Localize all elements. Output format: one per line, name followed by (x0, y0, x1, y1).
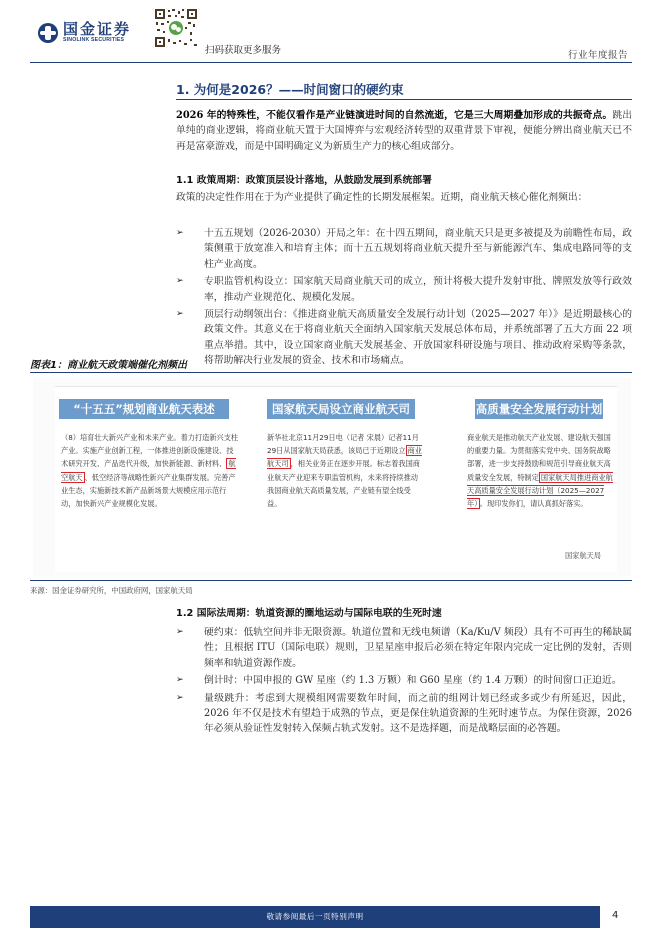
list-item (176, 274, 632, 305)
subsection-1-1-title: 1.1 政策周期：政策顶层设计落地，从鼓励发展到系统部署 (176, 175, 432, 186)
bullet-arrow-icon: ➢ (176, 228, 184, 238)
sinolink-logo-icon (38, 23, 58, 43)
bullet-arrow-icon: ➢ (176, 627, 184, 637)
intro-bold-lead: 2026 年的特殊性，不能仅看作是产业链演进时间的自然流逝，它是三大周期叠加形成的共振奇点。 (176, 110, 613, 121)
list-item (176, 226, 632, 272)
qr-caption: 扫码获取更多服务 (205, 45, 282, 56)
report-type-label: 行业年度报告 (567, 50, 628, 61)
panel-heading: 高质量安全发展行动计划 (475, 399, 603, 419)
figure-panel-department (239, 387, 422, 573)
bullet-text: 量级跳升：考虑到大规模组网需要数年时间，而之前的组网计划已经或多或少有所延迟，因此，2026 年不仅是技术有望趋于成熟的节点，更是保住轨道资源的生死时速节点。为保住资源，2026 年必须从验证性发射转入保频占轨式发射。这不是选择题，而是战略层面的必答题。 (204, 692, 632, 735)
intro-paragraph (176, 108, 632, 154)
intro-body: 跳出单纯的商业逻辑，将商业航天置于大国博弈与宏观经济转型的双重背景下审视，便能分辨出商业航天已不再是富豪游戏，而是中国明确定义为新质生产力的核心组成部分。 (176, 110, 633, 152)
orbit-bullet-list (176, 625, 632, 739)
bullet-text: 硬约束：低轨空间并非无限资源。轨道位置和无线电频谱（Ka/Ku/V 频段）具有不可再生的稀缺属性；且根据 ITU（国际电联）规则，卫星星座申报后必须在特定年限内完成一定比例的发射，否则频率和轨道资源作废。 (204, 627, 632, 669)
section-title: 1. 为何是2026？——时间窗口的硬约束 (176, 82, 404, 97)
bullet-arrow-icon: ➢ (176, 692, 184, 703)
policy-bullet-list (176, 226, 632, 371)
figure-panel-action-plan (423, 387, 613, 573)
page-header (0, 0, 662, 62)
panel-text: 新华社北京11月29日电（记者 宋晨）记者11月29日从国家航天局获悉，该局已于近期设立 商业航天司 ，相关业务正在逐步开展。标志着我国商业航天产业迎来专职监管机构，未来将持续推动我国商业航天高质量发展，产业链有望全线受益。 (267, 433, 422, 509)
section-title-divider (176, 99, 632, 100)
figure-source: 来源：国金证券研究所，中国政府网，国家航天局 (30, 586, 193, 595)
footer-disclaimer: 敬请参阅最后一页特别声明 (266, 912, 364, 921)
bullet-text: 倒计时：中国申报的 GW 星座（约 1.3 万颗）和 G60 星座（约 1.4 万颗）的时间窗口正迫近。 (204, 675, 622, 687)
sinolink-logo (38, 22, 131, 43)
list-item (176, 307, 632, 369)
list-item (176, 673, 632, 688)
bullet-arrow-icon: ➢ (176, 276, 184, 287)
bullet-text: 顶层行动纲领出台：《推进商业航天高质量安全发展行动计划（2025—2027 年）》是近期最核心的政策文件。其意义在于将商业航天全面纳入国家航天发展总体布局，并系统部署了五大方面 22 项重点举措。其中，设立国家商业航天发展基金、开放国家科研设施与项目、推动政府采购等条款，将帮助解决行业发展的资金、技术和市场痛点。 (204, 309, 632, 367)
bullet-arrow-icon: ➢ (176, 675, 184, 686)
figure-title-divider (30, 372, 632, 373)
panel-source: 国家航天局 (565, 551, 601, 560)
panel-heading: 国家航天局设立商业航天司 (267, 399, 415, 419)
panel-text: 商业航天是推动航天产业发展、建设航天强国的重要力量。为贯彻落实党中央、国务院战略部署，进一步支持鼓励和规范引导商业航天高质量安全发展，特制定 国家航天局推进商业航天高质量安全发展行动计划（2025—2027年） 。现印发你们，请认真抓好落实。 (467, 433, 613, 509)
figure-image (33, 378, 631, 576)
highlight-box: 国家航天局推进商业航天高质量安全发展行动计划（2025—2027年） (467, 472, 613, 509)
highlight-box: 商业航天司 (267, 446, 422, 469)
list-item (176, 691, 632, 737)
logo-english-name: SINOLINK SECURITIES (63, 37, 125, 43)
figure-source-divider (30, 580, 632, 581)
figure-title: 图表1：商业航天政策端催化剂频出 (30, 360, 187, 371)
panel-heading: “十五五”规划商业航天表述 (59, 399, 229, 419)
page-footer (30, 906, 600, 928)
header-divider (30, 62, 632, 63)
highlight-box: 航空航天 (61, 459, 236, 482)
list-item (176, 625, 632, 671)
policy-paragraph: 政策的决定性作用在于为产业提供了确定性的长期发展框架。近期，商业航天核心催化剂频出： (176, 192, 588, 203)
panel-text: （8）培育壮大新兴产业和未来产业。着力打造新兴支柱产业。实施产业创新工程，一体推进创新设施建设、技术研究开发、产品迭代升级，加快新能源、新材料、 航空航天 、低空经济等战略性新兴产业集群发展。完善产业生态，实施新技术新产品新场景大规模应用示范行动，加快新兴产业规模化发展。 (61, 433, 239, 509)
bullet-arrow-icon: ➢ (176, 309, 184, 320)
bullet-text: 专职监管机构设立：国家航天局商业航天司的成立，预计将极大提升发射审批、牌照发放等行政效率，推动产业规范化、规模化发展。 (204, 276, 632, 303)
bullet-text: 十五五规划（2026-2030）开局之年：在十四五期间，商业航天只是更多被提及为前瞻性布局，政策侧重于放宽准入和培育主体；而十五五规划将商业航天提升至与新能源汽车、集成电路同等的支柱产业高度。 (204, 228, 632, 270)
subsection-1-2-title: 1.2 国际法周期：轨道资源的圈地运动与国际电联的生死时速 (176, 608, 442, 619)
figure-panel-plan (55, 387, 239, 573)
page-number: 4 (612, 910, 619, 921)
logo-chinese-name: 国金证券 (63, 20, 132, 38)
qr-code-icon[interactable] (152, 6, 200, 50)
